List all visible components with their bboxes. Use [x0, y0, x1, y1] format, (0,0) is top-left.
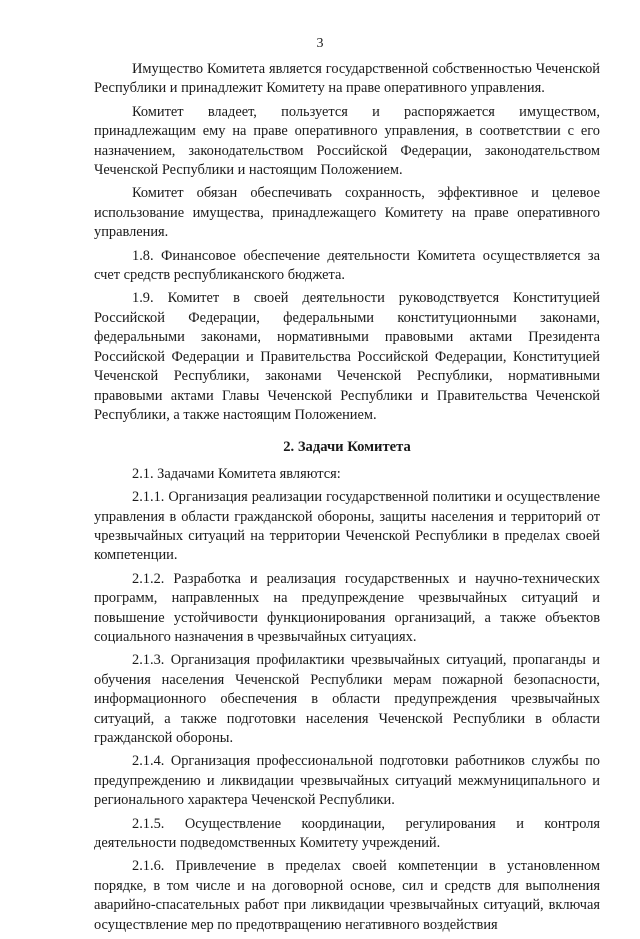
- paragraph-property-use: Комитет владеет, пользуется и распоряжается имуществом, принадлежащим ему на праве оперативного управления, в соответствии с его назначением, законодательством Российской Федерации, законодательством Чеченской Республики и настоящим Положением.: [94, 103, 600, 179]
- paragraph-2-1-5: 2.1.5. Осуществление координации, регулирования и контроля деятельности подведомственных Комитету учреждений.: [94, 815, 600, 852]
- paragraph-1-9: 1.9. Комитет в своей деятельности руководствуется Конституцией Российской Федерации, федеральными конституционными законами, федеральными законами, нормативными правовыми актами Президента Российской Федерации и Правительства Российской Федерации, Конституцией Чеченской Республики, законами Чеченской Республики, нормативными правовыми актами Главы Чеченской Республики и Правительства Чеченской Республики, а также настоящим Положением.: [94, 290, 600, 423]
- page-number: 3: [316, 36, 324, 51]
- paragraph-2-1-3: 2.1.3. Организация профилактики чрезвычайных ситуаций, пропаганды и обучения населения Чеченской Республики мерам пожарной безопасности, информационного обеспечения в области предупреждения чрезвычайных ситуаций, а также подготовки населения Чеченской Республики в области гражданской обороны.: [94, 652, 600, 746]
- section-heading: 2. Задачи Комитета: [283, 439, 411, 456]
- paragraph-2-1-6: 2.1.6. Привлечение в пределах своей компетенции в установленном порядке, в том числе и на договорной основе, сил и средств для выполнения аварийно-спасательных работ при ликвидации чрезвычайных ситуаций, включая осуществление мер по предотвращению негативного воздействия: [94, 858, 600, 933]
- paragraph-property-safety: Комитет обязан обеспечивать сохранность, эффективное и целевое использование имущества, принадлежащего Комитету на праве оперативного управления.: [94, 185, 600, 241]
- paragraph-1-8: 1.8. Финансовое обеспечение деятельности Комитета осуществляется за счет средств республиканского бюджета.: [94, 247, 600, 284]
- document-body: [94, 60, 600, 939]
- paragraph-2-1: 2.1. Задачами Комитета являются:: [132, 465, 341, 482]
- paragraph-2-1-4: 2.1.4. Организация профессиональной подготовки работников службы по предупреждению и ликвидации чрезвычайных ситуаций межмуниципального и регионального характера Чеченской Республики.: [94, 753, 600, 809]
- paragraph-2-1-1: 2.1.1. Организация реализации государственной политики и осуществление управления в области гражданской обороны, защиты населения и территорий от чрезвычайных ситуаций на территории Чеченской Республики в пределах своей компетенции.: [94, 489, 600, 564]
- paragraph-2-1-2: 2.1.2. Разработка и реализация государственных и научно-технических программ, направленных на предупреждение чрезвычайных ситуаций и повышение устойчивости функционирования организаций, а также объектов социального назначения в чрезвычайных ситуациях.: [94, 570, 600, 645]
- paragraph-property-ownership: Имущество Комитета является государственной собственностью Чеченской Республики и принадлежит Комитету на праве оперативного управления.: [94, 61, 600, 97]
